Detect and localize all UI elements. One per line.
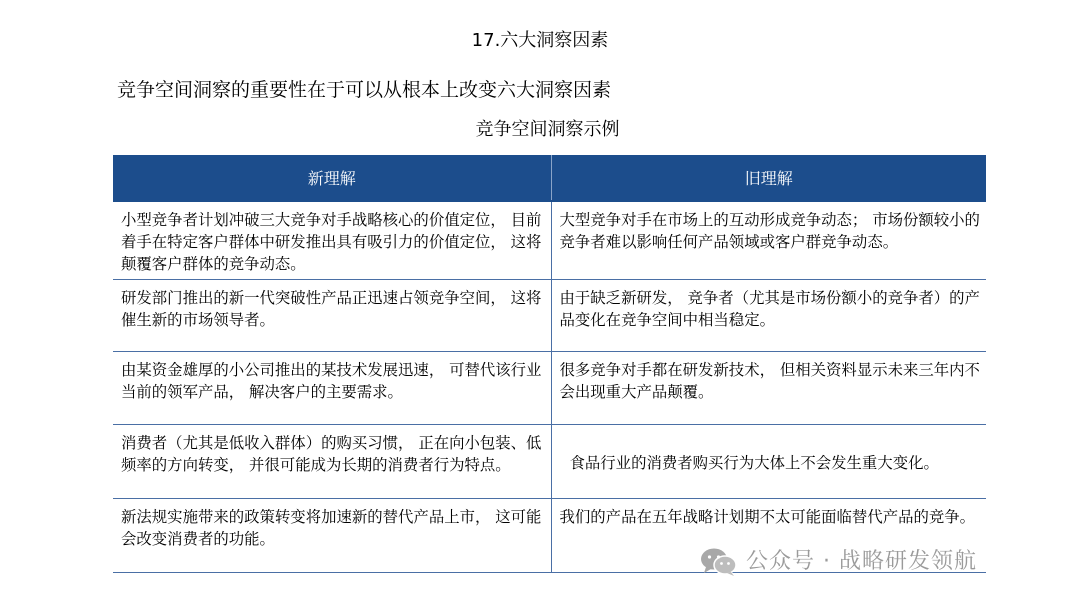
- old-understanding-cell: 很多竞争对手都在研发新技术， 但相关资料显示未来三年内不会出现重大产品颠覆。: [551, 352, 986, 425]
- old-understanding-cell: 由于缺乏新研发， 竞争者（尤其是市场份额小的竞争者）的产品变化在竞争空间中相当稳定。: [551, 280, 986, 352]
- table-row: [113, 425, 986, 499]
- page-title: 17.六大洞察因素: [471, 30, 609, 51]
- new-understanding-cell: 小型竞争者计划冲破三大竞争对手战略核心的价值定位， 目前着手在特定客户群体中研发推出具有吸引力的价值定位， 这将颠覆客户群体的竞争动态。: [113, 201, 551, 280]
- new-understanding-cell: 由某资金雄厚的小公司推出的某技术发展迅速， 可替代该行业当前的领军产品， 解决客户的主要需求。: [113, 352, 551, 425]
- wechat-icon: [700, 547, 738, 577]
- old-understanding-cell: 我们的产品在五年战略计划期不太可能面临替代产品的竞争。: [551, 499, 986, 573]
- old-understanding-cell: 食品行业的消费者购买行为大体上不会发生重大变化。: [551, 425, 986, 499]
- lead-statement: 竞争空间洞察的重要性在于可以从根本上改变六大洞察因素: [117, 79, 612, 101]
- old-understanding-cell: 大型竞争对手在市场上的互动形成竞争动态； 市场份额较小的竞争者难以影响任何产品领域或客户群竞争动态。: [551, 201, 986, 280]
- watermark-text: 公众号 · 战略研发领航: [746, 549, 977, 574]
- watermark: [700, 547, 977, 577]
- table-header-row: [113, 155, 986, 201]
- new-understanding-cell: 新法规实施带来的政策转变将加速新的替代产品上市， 这可能会改变消费者的功能。: [113, 499, 551, 573]
- new-understanding-cell: 研发部门推出的新一代突破性产品正迅速占领竞争空间， 这将催生新的市场领导者。: [113, 280, 551, 352]
- new-understanding-cell: 消费者（尤其是低收入群体）的购买习惯， 正在向小包装、低频率的方向转变， 并很可能成为长期的消费者行为特点。: [113, 425, 551, 499]
- header-old-understanding: 旧理解: [551, 155, 986, 201]
- table-caption: 竞争空间洞察示例: [475, 119, 620, 140]
- table-row: [113, 352, 986, 425]
- header-new-understanding: 新理解: [113, 155, 551, 201]
- comparison-table: [113, 155, 986, 573]
- table-row: [113, 280, 986, 352]
- table-row: [113, 201, 986, 280]
